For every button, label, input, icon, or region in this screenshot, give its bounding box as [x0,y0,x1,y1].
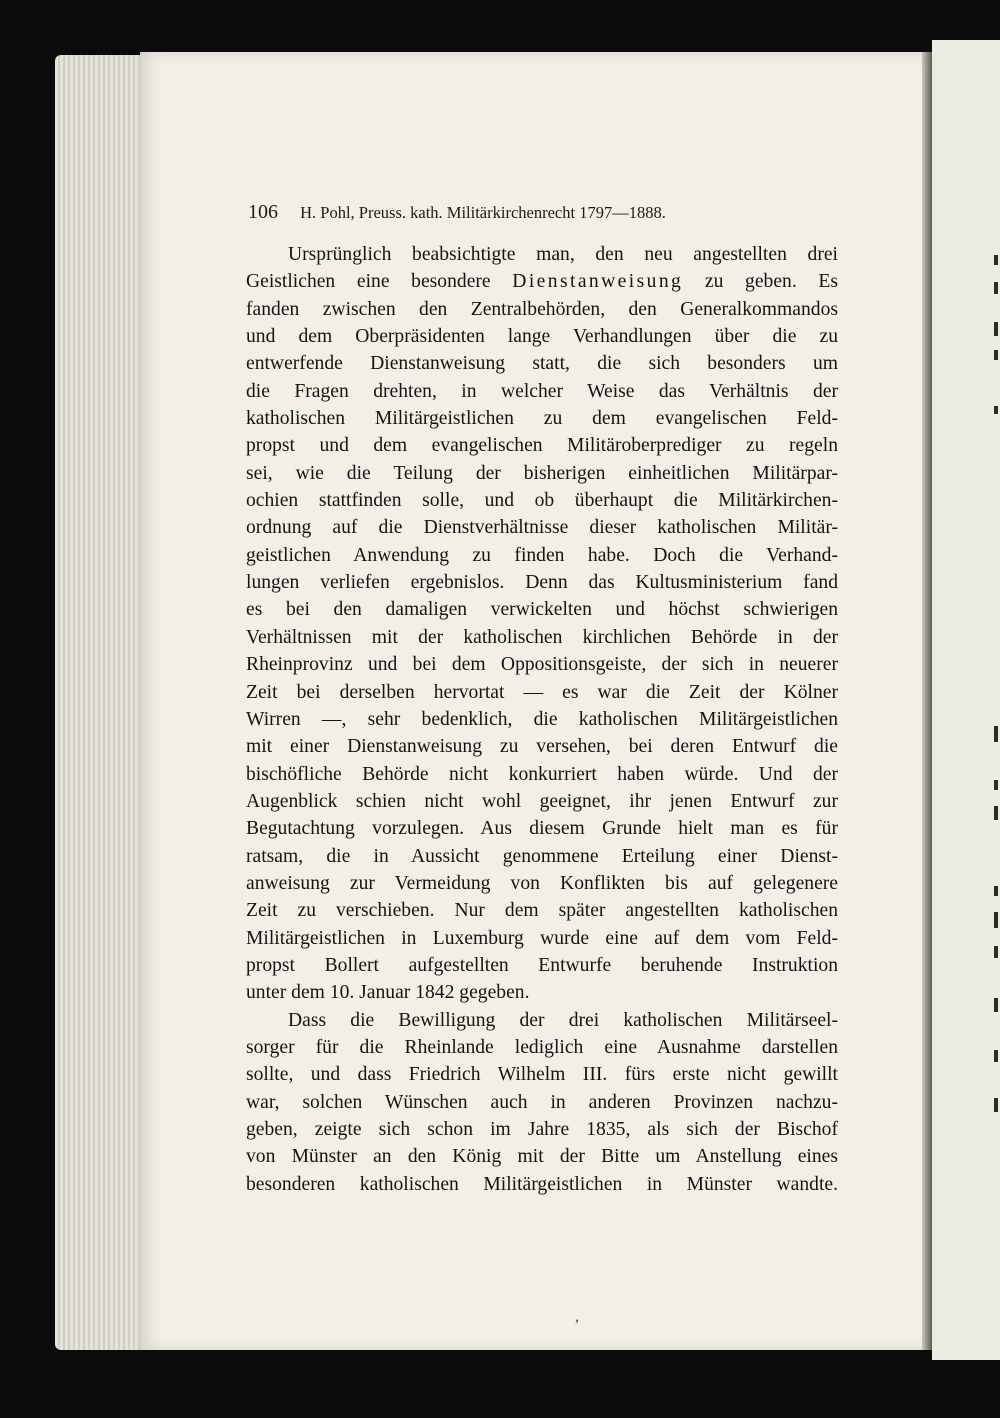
text-line: sollte, und dass Friedrich Wilhelm III. fürs erste nicht gewillt [246,1064,838,1086]
running-header [248,200,848,224]
body-text [246,241,838,1198]
page-footer-mark: , [575,1308,579,1325]
text-line: Augenblick schien nicht wohl geeignet, ihr jenen Entwurf zur [246,790,838,812]
text-line: Zeit bei derselben hervortat — es war die Zeit der Kölner [246,681,838,703]
text-line: besonderen katholischen Militärgeistlichen in Münster wandte. [246,1173,838,1195]
text-line: propst und dem evangelischen Militäroberprediger zu regeln [246,435,838,457]
text-line: geben, zeigte sich schon im Jahre 1835, als sich der Bischof [246,1119,838,1140]
text-line: sei, wie die Teilung der bisherigen einheitlichen Militärpar- [246,462,838,484]
facing-page-edge [932,40,1000,1360]
text-line: es bei den damaligen verwickelten und höchst schwierigen [246,599,838,621]
text-line: Begutachtung vorzulegen. Aus diesem Grunde hielt man es für [246,818,838,840]
text-line: ordnung auf die Dienstverhältnisse dieser katholischen Militär- [246,517,838,539]
emphasized-term: Dienstanweisung [512,271,684,293]
text-line: Dass die Bewilligung der drei katholischen Militärseel- [288,1009,838,1031]
text-line: von Münster an den König mit der Bitte um Anstellung eines [246,1146,838,1168]
text-line: und dem Oberpräsidenten lange Verhandlungen über die zu [246,326,838,348]
text-line: entwerfende Dienstanweisung statt, die sich besonders um [246,353,838,375]
text-segment: zu geben. Es [704,271,838,293]
text-line: anweisung zur Vermeidung von Konflikten bis auf gelegenere [246,872,838,894]
text-line: propst Bollert aufgestellten Entwurfe beruhende Instruktion [246,954,838,976]
text-line: geistlichen Anwendung zu finden habe. Doch die Verhand- [246,544,838,566]
text-line: Verhältnissen mit der katholischen kirchlichen Behörde in der [246,626,838,648]
text-line: Rheinprovinz und bei dem Oppositionsgeiste, der sich in neuerer [246,654,838,676]
text-line: Zeit zu verschieben. Nur dem später angestellten katholischen [246,900,838,922]
text-line: Militärgeistlichen in Luxemburg wurde eine auf dem vom Feld- [246,927,838,949]
paragraph-1 [246,241,838,1007]
text-line: katholischen Militärgeistlichen zu dem evangelischen Feld- [246,408,838,430]
paragraph-2 [246,1007,838,1198]
text-line: war, solchen Wünschen auch in anderen Provinzen nachzu- [246,1091,838,1113]
text-line: unter dem 10. Januar 1842 gegeben. [246,982,530,1004]
text-line: Wirren —, sehr bedenklich, die katholischen Militärgeistlichen [246,708,838,730]
text-line: lungen verliefen ergebnislos. Denn das Kultusministerium fand [246,572,838,594]
text-line: ochien stattfinden solle, und ob überhaupt die Militärkirchen- [246,490,838,512]
text-line: ratsam, die in Aussicht genommene Erteilung einer Dienst- [246,845,838,867]
running-title: H. Pohl, Preuss. kath. Militärkirchenrecht 1797—1888. [300,203,666,222]
book-page-edges [55,55,145,1350]
text-line: mit einer Dienstanweisung zu versehen, bei deren Entwurf die [246,736,838,758]
text-line: fanden zwischen den Zentralbehörden, den Generalkommandos [246,298,838,320]
text-line: bischöfliche Behörde nicht konkurriert haben würde. Und der [246,763,838,785]
text-line: sorger für die Rheinlande lediglich eine Ausnahme darstellen [246,1036,838,1058]
text-line: Ursprünglich beabsichtigte man, den neu angestellten drei [288,244,838,265]
page-number: 106 [248,201,278,223]
text-segment: Geistlichen eine besondere [246,271,491,293]
book-gutter [922,52,932,1350]
facing-page-text-fragments [994,40,1000,1360]
text-line [246,268,838,295]
text-line: die Fragen drehten, in welcher Weise das Verhältnis der [246,380,838,402]
